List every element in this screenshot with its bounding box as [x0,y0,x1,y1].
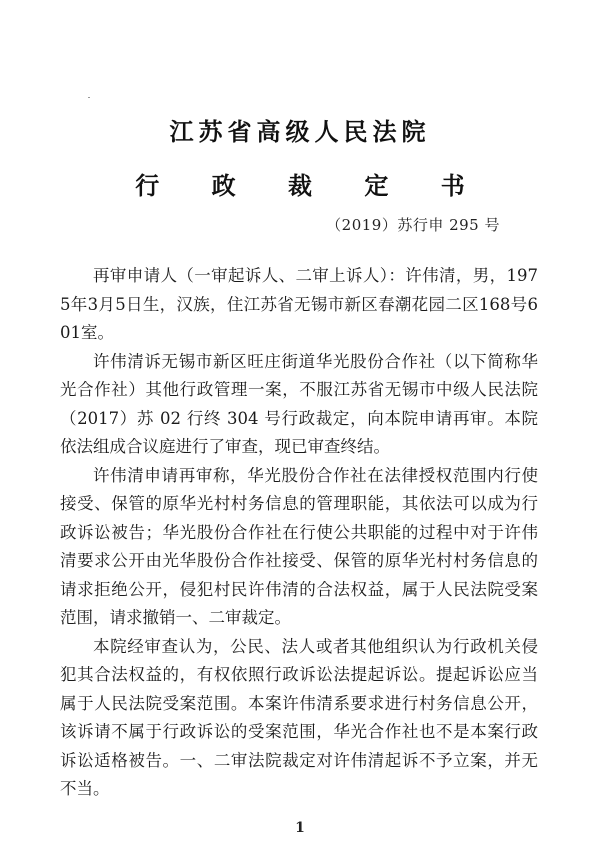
case-number: （2019）苏行申 295 号 [326,216,500,234]
court-name: 江苏省高级人民法院 [169,117,431,146]
paragraph-applicant-claims: 许伟清申请再审称，华光股份合作社在法律授权范围内行使接受、保管的原华光村村务信息的管理职能，其依法可以成为行政诉讼被告；华光股份合作社在行使公共职能的过程中对于许伟清要求公开由光华股份合作社接受、保管的原华光村村务信息的请求拒绝公开，侵犯村民许伟清的合法权益，属于人民法院受案范围，请求撤销一、二审裁定。 [60,465,538,627]
paragraph-applicant: 再审申请人（一审起诉人、二审上诉人）：许伟清，男，1975年3月5日生，汉族，住江苏省无锡市新区春潮花园二区168号601室。 [60,266,538,342]
paragraph-court-opinion: 本院经审查认为，公民、法人或者其他组织认为行政机关侵犯其合法权益的，有权依照行政诉讼法提起诉讼。提起诉讼应当属于人民法院受案范围。本案许伟清系要求进行村务信息公开，该诉请不属于行政诉讼的受案范围，华光合作社也不是本案行政诉讼适格被告。一、二审法院裁定对许伟清起诉不予立案，并无不当。 [60,636,538,798]
scan-speck [88,97,90,98]
document-body [60,262,538,804]
paragraph-case-background: 许伟清诉无锡市新区旺庄街道华光股份合作社（以下简称华光合作社）其他行政管理一案，不服江苏省无锡市中级人民法院（2017）苏 02 行终 304 号行政裁定，向本院申请再审。本院依法组成合议庭进行了审查，现已审查终结。 [60,351,538,456]
document-type-title: 行 政 裁 定 书 [135,171,487,200]
page-number: 1 [295,820,305,836]
